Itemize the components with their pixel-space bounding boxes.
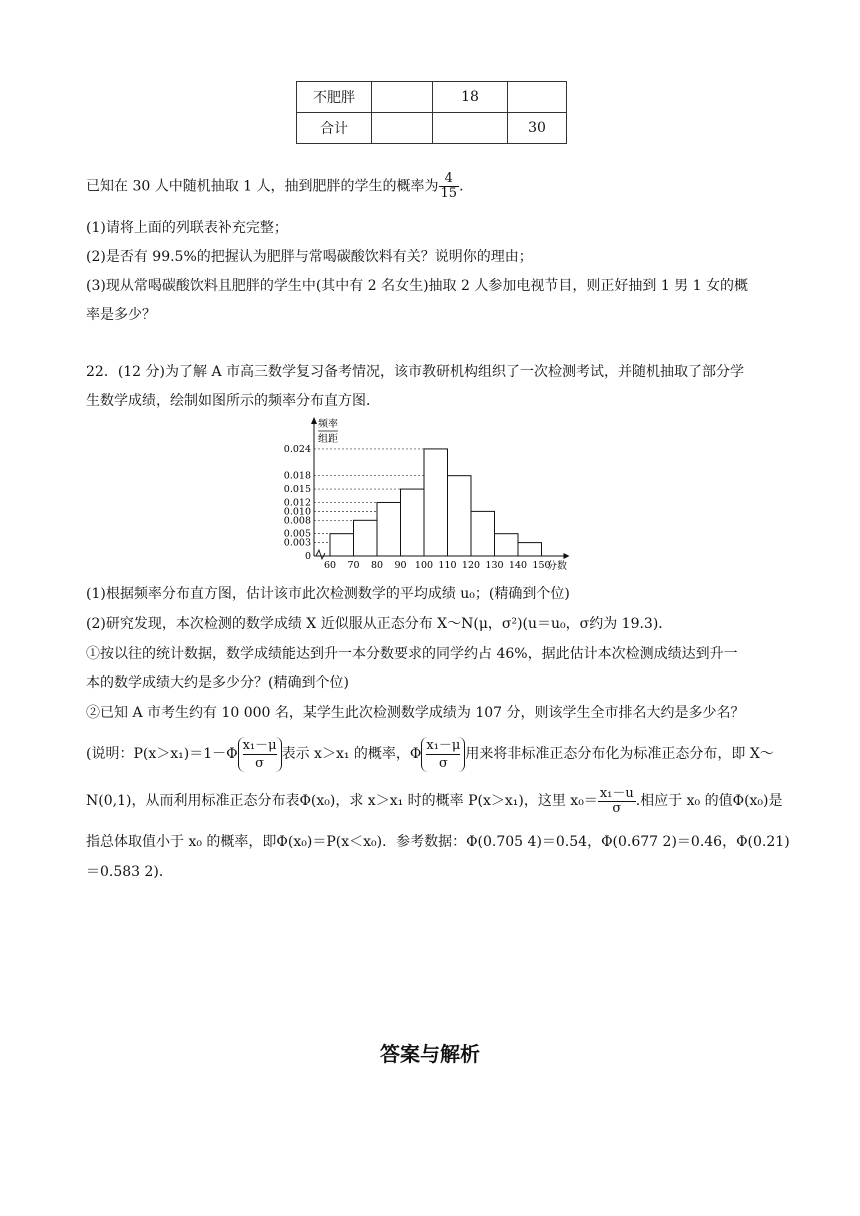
p22-note-line1 — [86, 735, 774, 773]
x-tick-label: 120 — [461, 560, 481, 571]
table-cell: 30 — [508, 113, 567, 144]
x-tick-label: 130 — [485, 560, 504, 571]
axis-break-mark — [316, 550, 325, 559]
chart-x-ticks — [324, 560, 551, 571]
y-tick-label: 0.005 — [283, 528, 311, 540]
histogram-bar — [471, 511, 495, 556]
chart-bars — [330, 449, 542, 556]
x-tick-label: 150 — [532, 560, 551, 571]
y-axis-arrow — [311, 417, 317, 424]
x-tick-label: 60 — [323, 560, 337, 571]
table-cell — [372, 113, 433, 144]
p22-intro-line2: 生数学成绩，绘制如图所示的频率分布直方图． — [86, 393, 380, 409]
x-tick-label: 100 — [414, 560, 434, 571]
table-row — [297, 82, 567, 113]
x-tick-label: 140 — [508, 560, 528, 571]
y-tick-label: 0.003 — [283, 537, 311, 549]
table-cell: 不肥胖 — [297, 82, 372, 113]
histogram-bar — [518, 543, 542, 556]
given-end: . — [459, 178, 464, 195]
fraction-denominator: σ — [255, 755, 265, 771]
table-cell — [433, 113, 508, 144]
contingency-table — [296, 81, 567, 144]
p21-q2: (2)是否有 99.5%的把握认为肥胖与常喝碳酸饮料有关？说明你的理由； — [86, 249, 533, 265]
note-text: N(0,1)，从而利用标准正态分布表Φ(x₀)，求 x＞x₁ 时的概率 P(x＞x₁)，这里 x₀＝ — [86, 793, 598, 809]
y-tick-label: 0.015 — [283, 484, 311, 496]
y-tick-label: 0.024 — [283, 443, 311, 455]
p21-q3-line1: (3)现从常喝碳酸饮料且肥胖的学生中(其中有 2 名女生)抽取 2 人参加电视节目，则正好抽到 1 男 1 女的概 — [86, 278, 748, 294]
y-tick-label: 0 — [304, 551, 311, 562]
note-text: 用来将非标准正态分布化为标准正态分布，即 X～ — [465, 746, 774, 762]
p22-q2-2: ②已知 A 市考生约有 10 000 名，某学生此次检测数学成绩为 107 分，则该学生全市排名大约是多少名？ — [86, 705, 745, 721]
p22-q1: (1)根据频率分布直方图，估计该市此次检测数学的平均成绩 u₀；(精确到个位) — [86, 586, 570, 602]
histogram-bar — [424, 449, 448, 556]
fraction-denominator: σ — [438, 755, 448, 771]
fraction-numerator: x₁－μ — [242, 737, 277, 753]
p22-intro-line1: 22．(12 分)为了解 A 市高三数学复习备考情况，该市教研机构组织了一次检测考试，并随机抽取了部分学 — [86, 364, 745, 380]
fraction-numerator: x₁－u — [599, 785, 634, 801]
p21-given — [86, 172, 464, 201]
chart-y-ticks — [284, 444, 311, 562]
p21-q3-line2: 率是多少？ — [86, 307, 156, 323]
y-tick-label: 0.012 — [283, 497, 311, 509]
table-cell: 18 — [433, 82, 508, 113]
y-axis-label-top: 频率 — [318, 419, 338, 430]
x-axis-arrow — [564, 553, 570, 559]
y-tick-label: 0.010 — [283, 506, 311, 518]
y-tick-label: 0.008 — [283, 515, 311, 527]
x-tick-label: 110 — [438, 560, 457, 571]
p21-q1: (1)请将上面的列联表补充完整； — [86, 220, 288, 236]
table-row — [297, 113, 567, 144]
answers-heading: 答案与解析 — [380, 1042, 480, 1066]
x-axis-label: 分数 — [547, 561, 567, 572]
fraction — [598, 787, 636, 816]
fraction-numerator: 4 — [439, 172, 460, 187]
y-axis-label-bottom: 组距 — [318, 434, 338, 445]
p22-note-line3: 指总体取值小于 x₀ 的概率，即Φ(x₀)＝P(x＜x₀)．参考数据：Φ(0.705 4)＝0.54，Φ(0.677 2)＝0.46，Φ(0.21) — [86, 834, 790, 850]
fraction-denominator: 15 — [440, 186, 458, 201]
note-text: (说明：P(x＞x₁)＝1－Φ — [86, 746, 238, 762]
p22-q2-1-line1: ①按以往的统计数据，数学成绩能达到升一本分数要求的同学约占 46%，据此估计本次检测成绩达到升一 — [86, 646, 738, 662]
histogram-bar — [377, 502, 401, 556]
note-text: 表示 x＞x₁ 的概率，Φ — [281, 746, 422, 762]
x-tick-label: 70 — [347, 560, 360, 571]
y-tick-label: 0.018 — [283, 470, 311, 482]
histogram-bar — [448, 476, 472, 556]
note-text: .相应于 x₀ 的值Φ(x₀)是 — [635, 793, 783, 809]
given-text: 已知在 30 人中随机抽取 1 人，抽到肥胖的学生的概率为 — [86, 178, 439, 195]
x-tick-label: 90 — [394, 560, 407, 571]
standardize-fraction — [238, 737, 282, 772]
table-cell — [372, 82, 433, 113]
histogram-bar — [330, 534, 354, 556]
p22-q2-1-line2: 本的数学成绩大约是多少分？(精确到个位) — [86, 675, 349, 691]
histogram-bar — [495, 534, 519, 556]
p22-note-line4: ＝0.583 2)． — [86, 864, 173, 880]
fraction-numerator: x₁－μ — [426, 737, 461, 753]
frequency-histogram — [282, 414, 582, 580]
p22-q2: (2)研究发现，本次检测的数学成绩 X 近似服从正态分布 X～N(μ，σ²)(u＝u₀，σ约为 19.3)． — [86, 616, 673, 632]
table-cell: 合计 — [297, 113, 372, 144]
fraction — [439, 172, 460, 201]
histogram-bar — [354, 520, 378, 556]
fraction-denominator: σ — [612, 800, 622, 816]
standardize-fraction — [421, 737, 465, 772]
histogram-bar — [401, 489, 425, 556]
x-tick-label: 80 — [370, 560, 384, 571]
table-cell — [508, 82, 567, 113]
p22-note-line2 — [86, 784, 783, 818]
